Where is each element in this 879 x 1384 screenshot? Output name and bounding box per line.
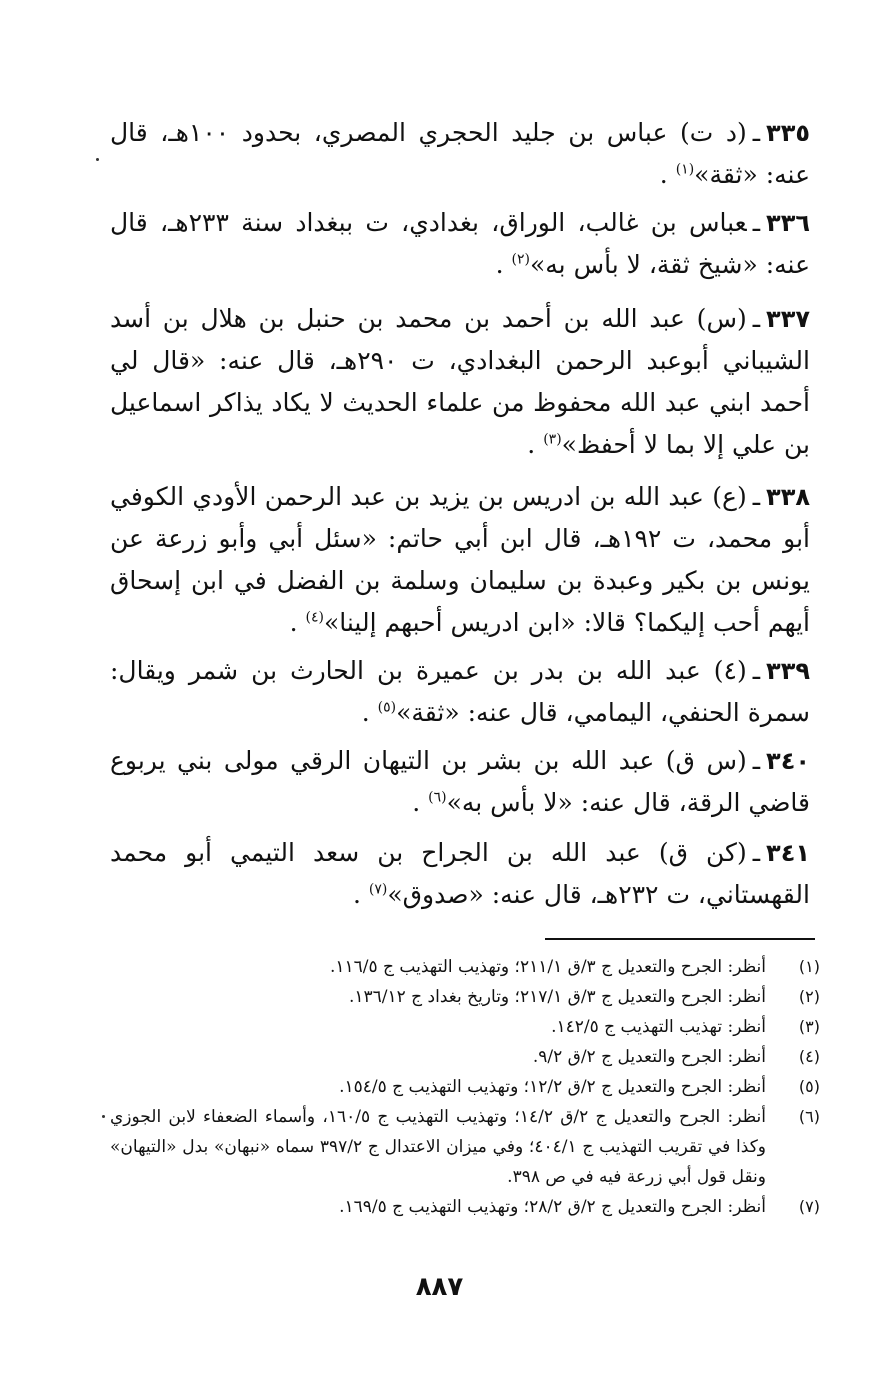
- footnote-item: [110, 1102, 820, 1192]
- footnote-item: [110, 1042, 820, 1072]
- entry-text: (٤) عبد الله بن بدر بن عميرة بن الحارث بن شمر ويقال: سمرة الحنفي، اليمامي، قال عنه: «ثقة»: [110, 656, 810, 727]
- footnote-ref: (٢): [511, 251, 530, 268]
- footnote-text: أنظر: الجرح والتعديل ج ٢/ق ١٢/٢؛ وتهذيب التهذيب ج ١٥٤/٥.: [339, 1077, 766, 1097]
- entry-number: ٣٣٩: [766, 657, 810, 685]
- entry-341: ٣٤١ـ(كن ق) عبد الله بن الجراح بن سعد التيمي أبو محمد القهستاني، ت ٢٣٢هـ، قال عنه: «صدوق»$^{(٧)}$ .: [110, 838, 810, 909]
- footnote-text: أنظر: الجرح والتعديل ج ٢/ق ٩/٢.: [532, 1047, 766, 1067]
- footnote-number: (٧): [798, 1197, 820, 1216]
- entry-number: ٣٣٥: [766, 119, 810, 147]
- entry-340: ٣٤٠ـ(س ق) عبد الله بن بشر بن التيهان الرقي مولى بني يربوع قاضي الرقة، قال عنه: «لا بأس به»$^{(٦)}$ .: [110, 746, 810, 817]
- footnote-text: أنظر: الجرح والتعديل ج ٣/ق ٢١١/١؛ وتهذيب التهذيب ج ١١٦/٥.: [329, 957, 766, 977]
- footnote-ref: (٤): [305, 609, 324, 626]
- page-number: ٨٨٧: [415, 1272, 464, 1302]
- footnote-ref: (٧): [368, 881, 388, 898]
- footnote-number: (٢): [798, 987, 820, 1006]
- footnote-ref: (١): [675, 161, 695, 178]
- entry-335: ٣٣٥ـ(د ت) عباس بن جليد الحجري المصري، بحدود ١٠٠هـ، قال عنه: «ثقة»$^{(١)}$ .: [110, 118, 810, 189]
- footnote-ref: (٦): [428, 789, 447, 806]
- entry-339: ٣٣٩ـ(٤) عبد الله بن بدر بن عميرة بن الحارث بن شمر ويقال: سمرة الحنفي، اليمامي، قال عنه: «ثقة»$^{(٥)}$ .: [110, 656, 810, 727]
- entry-number: ٣٣٦: [766, 209, 810, 237]
- footnote-text: أنظر: الجرح والتعديل ج ٢/ق ١٤/٢؛ وتهذيب التهذيب ج ١٦٠/٥، وأسماء الضعفاء لابن الجوزي وكذا في تقريب التهذيب ج ٤٠٤/١؛ وفي ميزان الاعتدال ج ٣٩٧/٢ سماه «نبهان» بدل «التيهان» ونقل قول أبي زرعة فيه في ص ٣٩٨.: [110, 1107, 766, 1187]
- entry-number: ٣٤٠: [766, 747, 810, 775]
- scan-speck: [102, 1115, 105, 1118]
- entry-336: ٣٣٦ـعباس بن غالب، الوراق، بغدادي، ت ببغداد سنة ٢٣٣هـ، قال عنه: «شيخ ثقة، لا بأس به»$^{(٢)}$ .: [110, 208, 810, 279]
- entry-text: (د ت) عباس بن جليد الحجري المصري، بحدود ١٠٠هـ، قال عنه: «ثقة»: [110, 118, 810, 189]
- footnote-number: (٦): [798, 1107, 820, 1126]
- footnotes-section: [110, 952, 820, 1222]
- footnote-number: (٤): [798, 1047, 820, 1066]
- footnote-item: [110, 1012, 820, 1042]
- entry-text: (س ق) عبد الله بن بشر بن التيهان الرقي مولى بني يربوع قاضي الرقة، قال عنه: «لا بأس به»: [110, 746, 810, 817]
- footnote-item: [110, 1072, 820, 1102]
- scan-speck: [96, 158, 99, 161]
- footnote-separator: [545, 938, 815, 940]
- footnote-ref: (٣): [543, 431, 562, 448]
- footnote-text: أنظر: تهذيب التهذيب ج ١٤٢/٥.: [551, 1017, 766, 1037]
- entry-number: ٣٣٧: [766, 305, 810, 333]
- entry-number: ٣٤١: [766, 839, 810, 867]
- footnote-number: (١): [798, 957, 820, 976]
- entry-text: (ع) عبد الله بن ادريس بن يزيد بن عبد الرحمن الأودي الكوفي أبو محمد، ت ١٩٢هـ، قال ابن أبي حاتم: «سئل أبي وأبو زرعة عن يونس بن بكير وعبدة بن سليمان وسلمة بن الفضل في ابن إسحاق أيهم أحب إليكما؟ قالا: «ابن ادريس أحبهم إلينا»: [110, 482, 810, 637]
- footnote-number: (٣): [798, 1017, 820, 1036]
- entry-text: عباس بن غالب، الوراق، بغدادي، ت ببغداد سنة ٢٣٣هـ، قال عنه: «شيخ ثقة، لا بأس به»: [110, 208, 810, 279]
- footnote-item: [110, 952, 820, 982]
- footnote-text: أنظر: الجرح والتعديل ج ٢/ق ٢٨/٢؛ وتهذيب التهذيب ج ١٦٩/٥.: [339, 1197, 766, 1217]
- footnote-ref: (٥): [377, 699, 397, 716]
- footnote-text: أنظر: الجرح والتعديل ج ٣/ق ٢١٧/١؛ وتاريخ بغداد ج ١٣٦/١٢.: [348, 987, 766, 1007]
- entry-text: (س) عبد الله بن أحمد بن محمد بن حنبل بن هلال بن أسد الشيباني أبوعبد الرحمن البغدادي، ت ٢٩٠هـ، قال عنه: «قال لي أحمد ابني عبد الله محفوظ من علماء الحديث لا يكاد يذاكر اسماعيل بن علي إلا بما لا أحفظ»: [110, 304, 810, 459]
- entry-text: (كن ق) عبد الله بن الجراح بن سعد التيمي أبو محمد القهستاني، ت ٢٣٢هـ، قال عنه: «صدوق»: [110, 838, 810, 909]
- footnote-item: [110, 1192, 820, 1222]
- entry-337: ٣٣٧ـ(س) عبد الله بن أحمد بن محمد بن حنبل بن هلال بن أسد الشيباني أبوعبد الرحمن البغدادي، ت ٢٩٠هـ، قال عنه: «قال لي أحمد ابني عبد الله محفوظ من علماء الحديث لا يكاد يذاكر اسماعيل بن علي إلا بما لا أحفظ»$^{(٣)}$ .: [110, 304, 810, 459]
- entry-number: ٣٣٨: [766, 483, 810, 511]
- footnote-item: [110, 982, 820, 1012]
- entry-338: ٣٣٨ـ(ع) عبد الله بن ادريس بن يزيد بن عبد الرحمن الأودي الكوفي أبو محمد، ت ١٩٢هـ، قال ابن أبي حاتم: «سئل أبي وأبو زرعة عن يونس بن بكير وعبدة بن سليمان وسلمة بن الفضل في ابن إسحاق أيهم أحب إليكما؟ قالا: «ابن ادريس أحبهم إلينا»$^{(٤)}$ .: [110, 482, 810, 637]
- footnote-number: (٥): [798, 1077, 820, 1096]
